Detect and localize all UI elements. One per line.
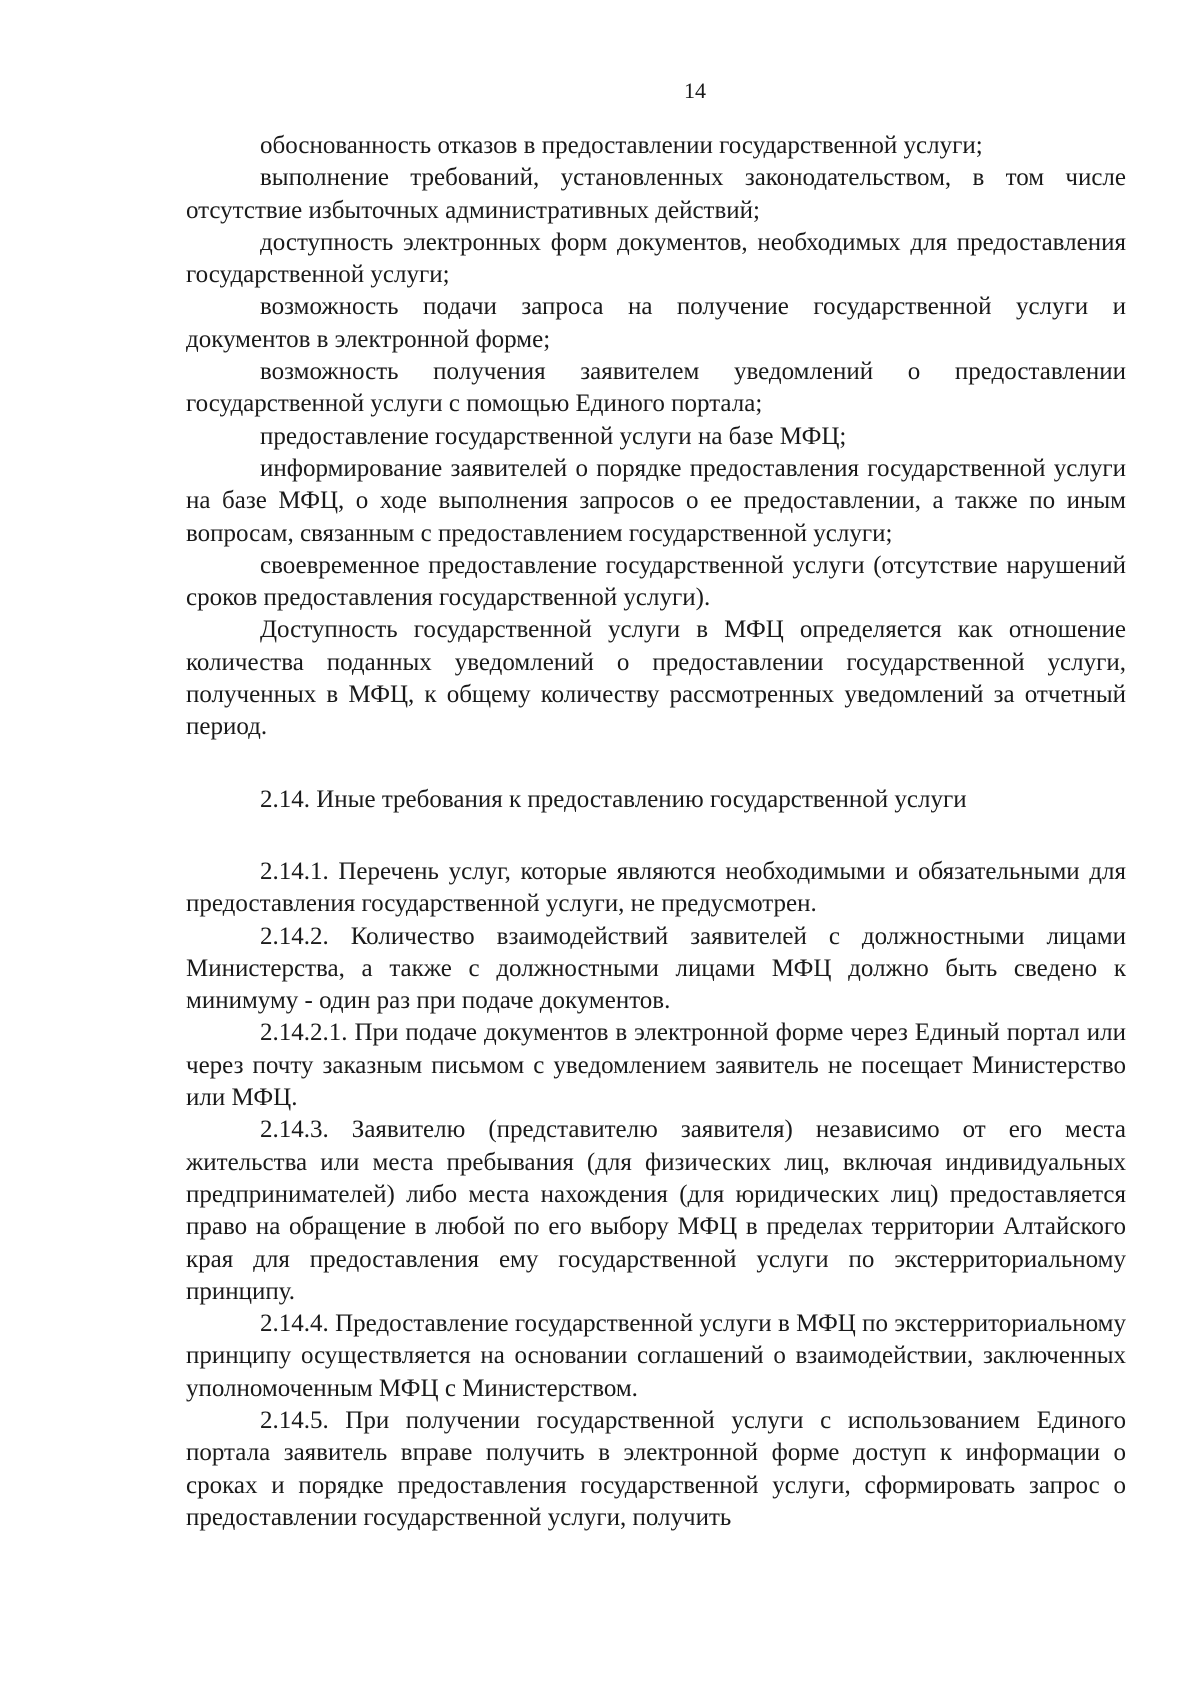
section-paragraph: 2.14.4. Предоставление государственной услуги в МФЦ по экстерриториальному принципу осуществляется на основании соглашений о взаимодействии, заключенных уполномоченным МФЦ с Министерством. [186, 1310, 1126, 1402]
section-paragraph: 2.14.1. Перечень услуг, которые являются необходимыми и обязательными для предоставления государственной услуги, не предусмотрен. [186, 857, 1126, 918]
document-body [186, 130, 1126, 1534]
paragraph: выполнение требований, установленных законодательством, в том числе отсутствие избыточных административных действий; [186, 164, 1126, 224]
paragraph: возможность подачи запроса на получение государственной услуги и документов в электронной форме; [186, 293, 1126, 353]
section-paragraph: 2.14.3. Заявителю (представителю заявителя) независимо от его места жительства или места пребывания (для физических лиц, включая индивидуальных предпринимателей) либо места нахождения (для юридических лиц) предоставляется право на обращение в любой по его выбору МФЦ в пределах территории Алтайского края для предоставления ему государственной услуги по экстерриториальному принципу. [186, 1116, 1126, 1305]
paragraph: своевременное предоставление государственной услуги (отсутствие нарушений сроков предоставления государственной услуги). [186, 551, 1126, 612]
paragraph: Доступность государственной услуги в МФЦ определяется как отношение количества поданных уведомлений о предоставлении государственной услуги, полученных в МФЦ, к общему количеству рассмотренных уведомлений за отчетный период. [186, 616, 1126, 741]
paragraph: обоснованность отказов в предоставлении государственной услуги; [260, 132, 983, 159]
section-paragraph: 2.14.2. Количество взаимодействий заявителей с должностными лицами Министерства, а также с должностными лицами МФЦ должно быть сведено к минимуму - один раз при подаче документов. [186, 922, 1126, 1015]
paragraph: возможность получения заявителем уведомлений о предоставлении государственной услуги с помощью Единого портала; [186, 358, 1126, 418]
section-paragraph: 2.14.5. При получении государственной услуги с использованием Единого портала заявитель вправе получить в электронной форме доступ к информации о сроках и порядке предоставления государственной услуги, сформировать запрос о предоставлении государственной услуги, получить [186, 1406, 1126, 1531]
page-number: 14 [684, 78, 706, 103]
paragraph: доступность электронных форм документов, необходимых для предоставления государственной услуги; [186, 228, 1126, 289]
section-heading: 2.14. Иные требования к предоставлению государственной услуги [260, 785, 967, 813]
paragraph: предоставление государственной услуги на базе МФЦ; [260, 422, 847, 450]
section-paragraph: 2.14.2.1. При подаче документов в электронной форме через Единый портал или через почту заказным письмом с уведомлением заявитель не посещает Министерство или МФЦ. [186, 1019, 1126, 1112]
paragraph: информирование заявителей о порядке предоставления государственной услуги на базе МФЦ, о ходе выполнения запросов о ее предоставлении, а также по иным вопросам, связанным с предоставлением государственной услуги; [186, 454, 1126, 547]
